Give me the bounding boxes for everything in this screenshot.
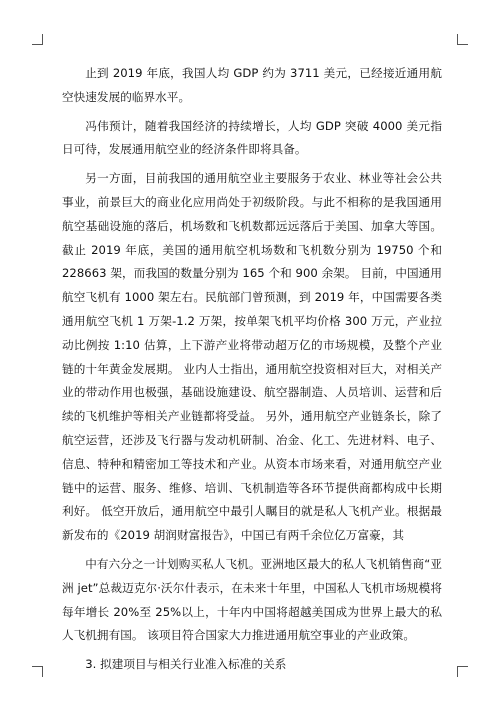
crop-mark-bottom-left: [32, 666, 43, 677]
paragraph-economic-conditions: 冯伟预计，随着我国经济的持续增长，人均 GDP 突破 4000 美元指日可待，发展通用航空业的经济条件即将具备。: [62, 118, 442, 157]
paragraph-private-aircraft: 中有六分之一计划购买私人飞机。亚洲地区最大的私人飞机销售商“亚洲 jet”总裁迈克尔·沃尔什表示，在未来十年里，中国私人飞机市场规模将每年增长 20%至 25%以上，十年内中国将超越美国成为世界上最大的私人飞机拥有国。 该项目符合国家大力推进通用航空事业的产业政策。: [62, 556, 442, 643]
crop-mark-top-left: [32, 34, 43, 45]
paragraph-industry-status: 另一方面，目前我国的通用航空业主要服务于农业、林业等社会公共事业，前景巨大的商业化应用尚处于初级阶段。与此不相称的是我国通用航空基础设施的落后，机场数和飞机数都远远落后于美国、加拿大等国。截止 2019 年底，美国的通用航空机场数和飞机数分别为 19750 个和 228663 架，而我国的数量分别为 165 个和 900 余架。 目前，中国通用航空飞机有 1000 架左右。民航部门曾预测，到 2019 年，中国需要各类通用航空飞机 1 万架-1.2 万架，按单架飞机平均价格 300 万元，产业拉动比例按 1:10 估算，上下游产业将带动超万亿的市场规模，及整个产业链的十年黄金发展期。 业内人士指出，通用航空投资相对巨大，对相关产业的带动作用也极强，基础设施建设、航空器制造、人员培训、运营和后续的飞机维护等相关产业链都将受益。 另外，通用航空产业链条长，除了航空运营，还涉及飞行器与发动机研制、冶金、化工、先进材料、电子、信息、特种和精密加工等技术和产业。从资本市场来看，对通用航空产业链中的运营、服务、维修、培训、飞机制造等各环节提供商都构成中长期利好。 低空开放后，通用航空中最引人瞩目的就是私人飞机产业。根据最新发布的《2019 胡润财富报告》，中国已有两千余位亿万富豪，其: [62, 171, 442, 543]
paragraph-gdp-threshold: 止到 2019 年底，我国人均 GDP 约为 3711 美元，已经接近通用航空快速发展的临界水平。: [62, 66, 442, 104]
crop-mark-bottom-right: [457, 666, 468, 677]
crop-mark-top-right: [457, 34, 468, 45]
document-body: [62, 62, 442, 682]
section-heading: 3. 拟建项目与相关行业准入标准的关系: [85, 657, 287, 672]
